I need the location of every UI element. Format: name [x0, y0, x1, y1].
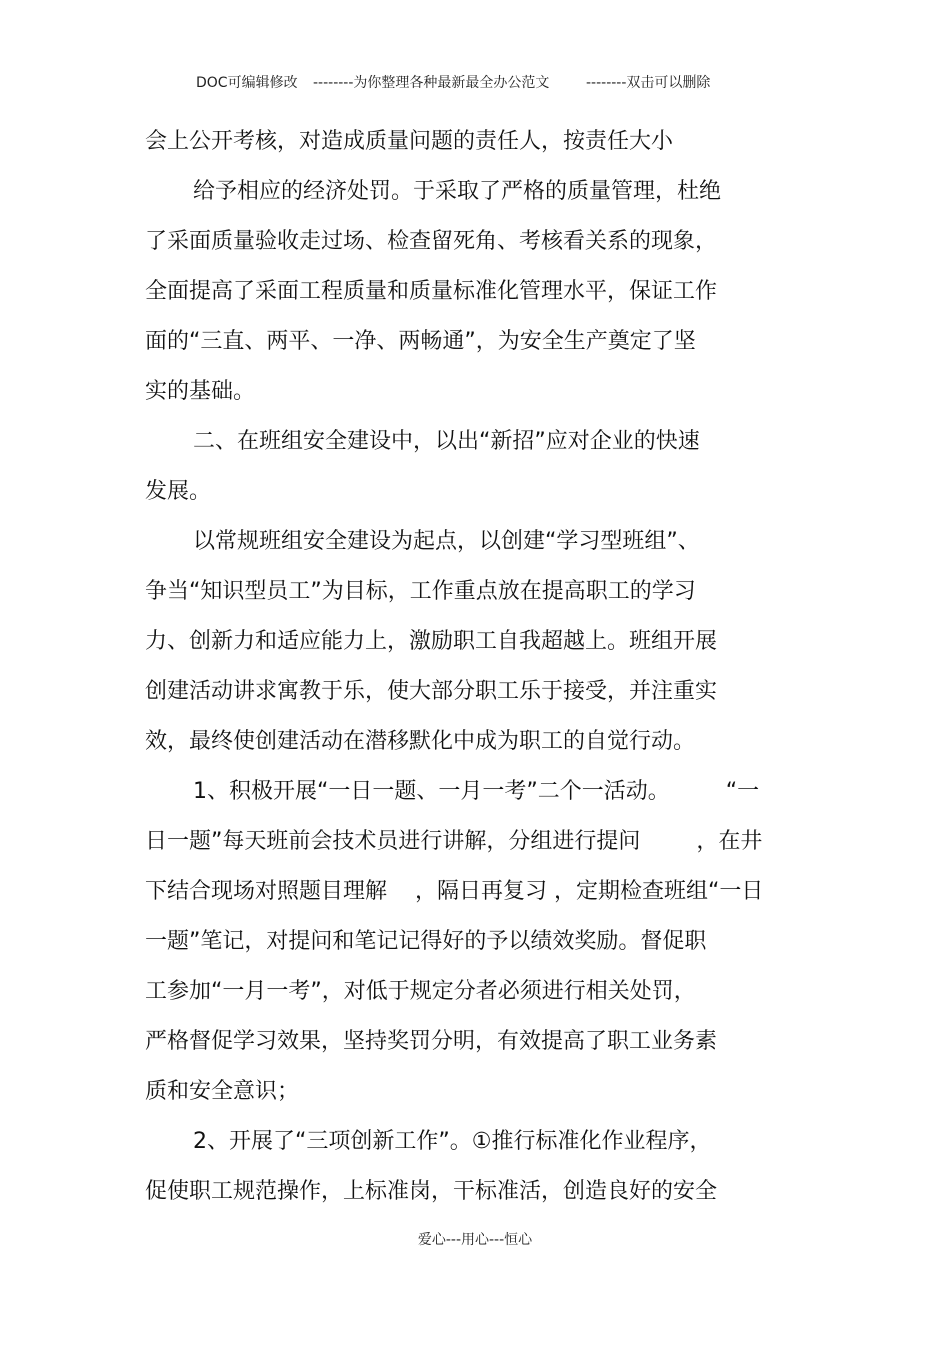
body-line: 给予相应的经济处罚。于采取了严格的质量管理，杜绝 — [193, 179, 722, 204]
body-line: 效，最终使创建活动在潜移默化中成为职工的自觉行动。 — [145, 729, 696, 754]
body-line: 2、开展了“三项创新工作”。①推行标准化作业程序， — [193, 1129, 712, 1154]
body-line: 实的基础。 — [145, 379, 256, 404]
body-line: 一题”笔记，对提问和笔记记得好的予以绩效奖励。督促职 — [145, 929, 707, 954]
header-right-text: --------双击可以删除 — [586, 75, 711, 91]
body-line: 力、创新力和适应能力上，激励职工自我超越上。班组开展 — [145, 629, 718, 654]
body-line: 二、在班组安全建设中，以出“新招”应对企业的快速 — [193, 429, 700, 454]
body-line: 会上公开考核，对造成质量问题的责任人，按责任大小 — [145, 129, 674, 154]
header-middle-text: --------为你整理各种最新最全办公范文 — [313, 75, 550, 91]
body-line: 创建活动讲求寓教于乐，使大部分职工乐于接受，并注重实 — [145, 679, 718, 704]
body-line: 争当“知识型员工”为目标，工作重点放在提高职工的学习 — [145, 579, 696, 604]
body-line: 下结合现场对照题目理解 ，隔日再复习 ，定期检查班组“一日 — [145, 879, 764, 904]
body-line: 日一题”每天班前会技术员进行讲解，分组进行提问 ，在井 — [145, 829, 763, 854]
body-line: 促使职工规范操作，上标准岗，干标准活，创造良好的安全 — [145, 1179, 718, 1204]
header-doc-label: DOC可编辑修改 — [196, 75, 298, 91]
body-line: 面的“三直、两平、一净、两畅通”，为安全生产奠定了坚 — [145, 329, 696, 354]
body-line: 严格督促学习效果，坚持奖罚分明，有效提高了职工业务素 — [145, 1029, 718, 1054]
body-line: 以常规班组安全建设为起点，以创建“学习型班组”、 — [193, 529, 700, 554]
body-line: 工参加“一月一考”，对低于规定分者必须进行相关处罚， — [145, 979, 696, 1004]
body-line: 全面提高了采面工程质量和质量标准化管理水平，保证工作 — [145, 279, 718, 304]
page-header — [0, 72, 950, 94]
body-line: 1、积极开展“一日一题、一月一考”二个一活动。 “一 — [193, 779, 760, 804]
body-line: 发展。 — [145, 479, 212, 504]
body-line: 了采面质量验收走过场、检查留死角、考核看关系的现象， — [145, 229, 718, 254]
body-line: 质和安全意识； — [145, 1079, 300, 1104]
page-footer: 爱心---用心---恒心 — [417, 1232, 533, 1248]
